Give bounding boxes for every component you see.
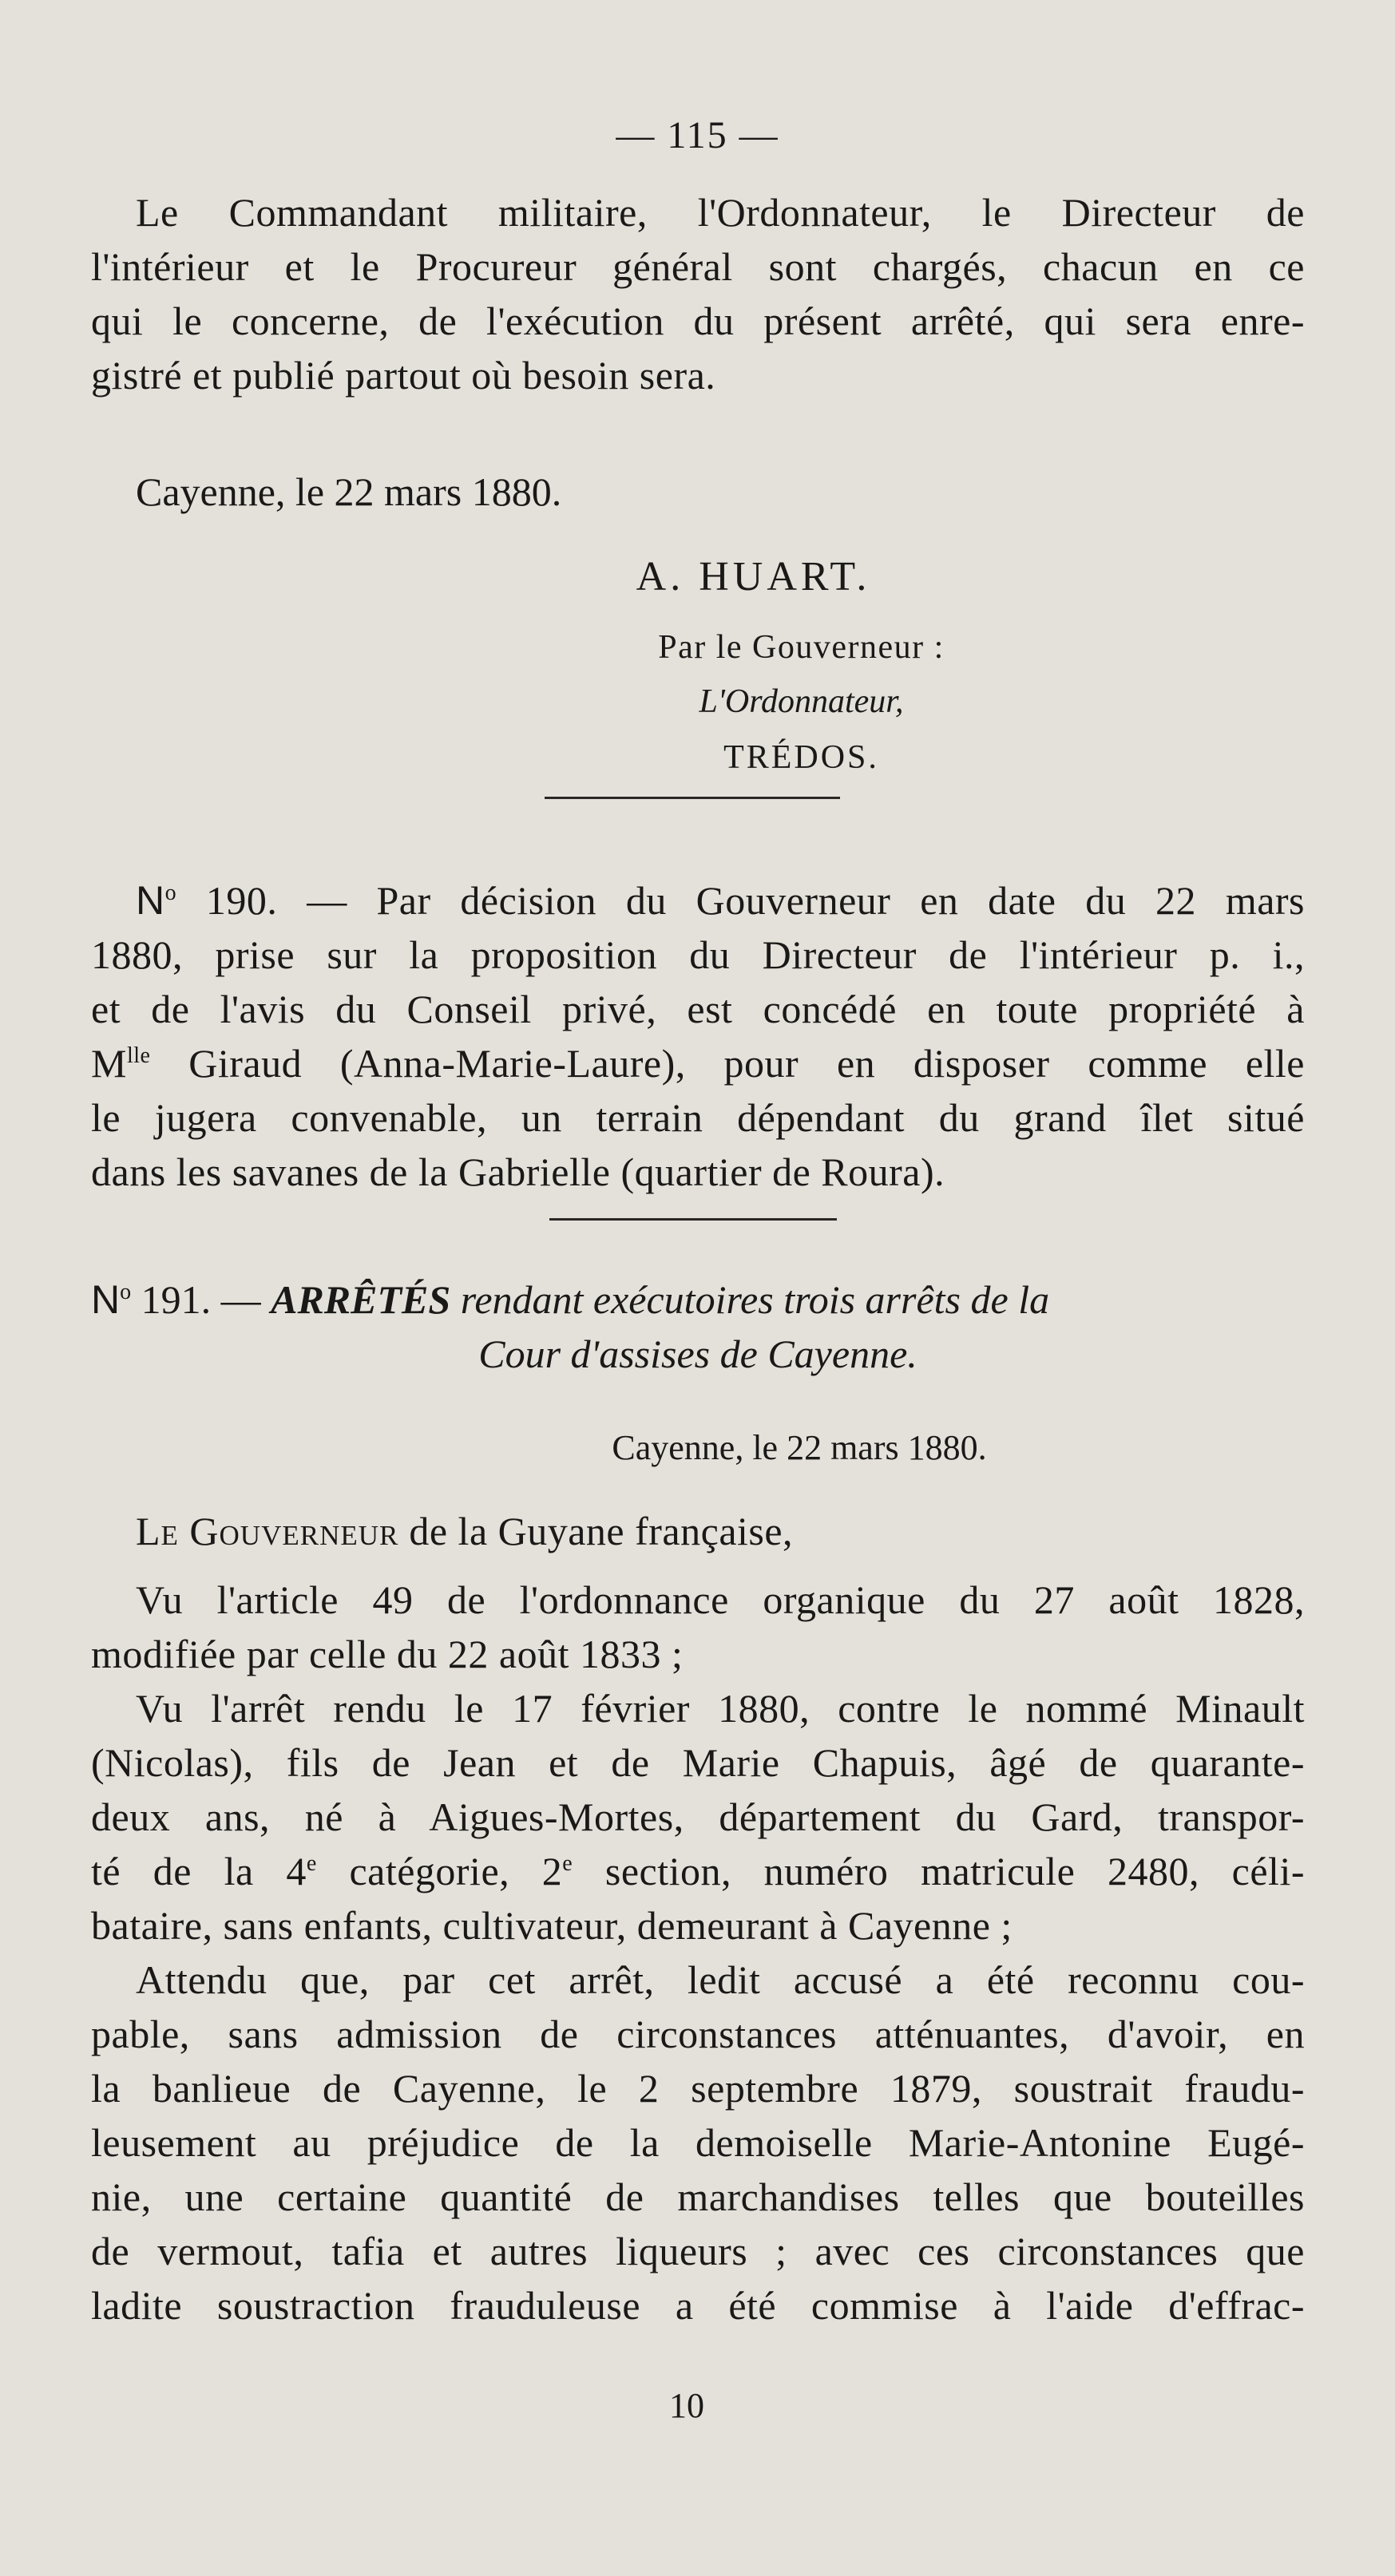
text-line: ladite soustraction frauduleuse a été commise à l'aide d'effrac- (91, 2283, 1305, 2328)
text-line (91, 1844, 1305, 1898)
text-span: — Par décision du Gouverneur en date du 22 mars (277, 878, 1306, 923)
text-span: — (211, 1277, 271, 1322)
text-line: la banlieue de Cayenne, le 2 septembre 1879, soustrait fraudu- (91, 2066, 1305, 2111)
text-line: Vu l'article 49 de l'ordonnance organique du 27 août 1828, (136, 1577, 1305, 1622)
arrete-number: 191. (131, 1277, 212, 1322)
signature-role: L'Ordonnateur, (699, 683, 904, 720)
heading-text: rendant exécutoires trois arrêts de la (450, 1277, 1050, 1322)
text-line: pable, sans admission de circonstances atténuantes, d'avoir, en (91, 2012, 1305, 2056)
decision-190 (91, 873, 1305, 1199)
place-date: Cayenne, le 22 mars 1880. (136, 469, 562, 514)
text-line: nie, une certaine quantité de marchandises telles que bouteilles (91, 2174, 1305, 2219)
signature-mark: 10 (669, 2386, 704, 2425)
text-span: M (91, 1041, 127, 1086)
text-line: le jugera convenable, un terrain dépendant du grand îlet situé (91, 1095, 1305, 1140)
heading-line: Cour d'assises de Cayenne. (478, 1332, 917, 1376)
separator-rule (549, 1218, 837, 1221)
text-line: Le Commandant militaire, l'Ordonnateur, le Directeur de (136, 190, 1305, 235)
text-line: dans les savanes de la Gabrielle (quartier de Roura). (91, 1150, 945, 1194)
separator-rule (545, 797, 840, 799)
superscript: e (306, 1851, 317, 1876)
signature-par: Par le Gouverneur : (658, 629, 945, 666)
text-line: modifiée par celle du 22 août 1833 ; (91, 1632, 684, 1676)
superscript: lle (126, 1043, 151, 1068)
decision-number: 190. (176, 878, 278, 923)
page-folio: — 115 — (616, 114, 779, 156)
preamble-line (91, 1504, 1305, 1558)
heading-keyword: ARRÊTÉS (271, 1277, 451, 1322)
text-line: de vermout, tafia et autres liqueurs ; avec ces circonstances que (91, 2229, 1305, 2273)
spacer (91, 1558, 1305, 1573)
number-sup: o (120, 1280, 132, 1304)
text-line: qui le concerne, de l'exécution du présent arrêté, qui sera enre- (91, 299, 1305, 343)
text-span: té de la 4 (91, 1849, 307, 1893)
preamble-authority: Le Gouverneur (136, 1509, 399, 1553)
text-line: et de l'avis du Conseil privé, est concédé en toute propriété à (91, 987, 1305, 1031)
text-span: section, numéro matricule 2480, céli- (573, 1849, 1305, 1893)
text-span: catégorie, 2 (316, 1849, 563, 1893)
text-line (91, 873, 1305, 928)
text-line (91, 1036, 1305, 1090)
text-line: leusement au préjudice de la demoiselle Marie-Antonine Eugé- (91, 2120, 1305, 2165)
text-line: Vu l'arrêt rendu le 17 février 1880, contre le nommé Minault (136, 1686, 1305, 1731)
text-line: 1880, prise sur la proposition du Directeur de l'intérieur p. i., (91, 932, 1305, 977)
text-span: de la Guyane française, (398, 1509, 794, 1553)
countersignatory-name: TRÉDOS. (723, 739, 879, 776)
arrete-date: Cayenne, le 22 mars 1880. (612, 1428, 987, 1467)
text-line: bataire, sans enfants, cultivateur, demeurant à Cayenne ; (91, 1903, 1013, 1948)
number-sup: o (164, 880, 177, 905)
signatory-name: A. HUART. (636, 554, 871, 599)
superscript: e (562, 1851, 573, 1876)
text-span: Giraud (Anna-Marie-Laure), pour en disposer comme elle (150, 1041, 1305, 1086)
arrete-191-heading (91, 1272, 1305, 1381)
text-line: deux ans, né à Aigues-Mortes, département du Gard, transpor- (91, 1794, 1305, 1839)
arrete-191-body (91, 1504, 1305, 2333)
closing-paragraph (91, 185, 1305, 402)
number-label: N (136, 878, 165, 923)
heading-line (91, 1272, 1305, 1327)
text-line: (Nicolas), fils de Jean et de Marie Chapuis, âgé de quarante- (91, 1740, 1305, 1785)
number-label: N (91, 1277, 121, 1322)
text-line: Attendu que, par cet arrêt, ledit accusé a été reconnu cou- (136, 1957, 1305, 2002)
text-line: l'intérieur et le Procureur général sont chargés, chacun en ce (91, 244, 1305, 289)
text-line: gistré et publié partout où besoin sera. (91, 353, 716, 398)
